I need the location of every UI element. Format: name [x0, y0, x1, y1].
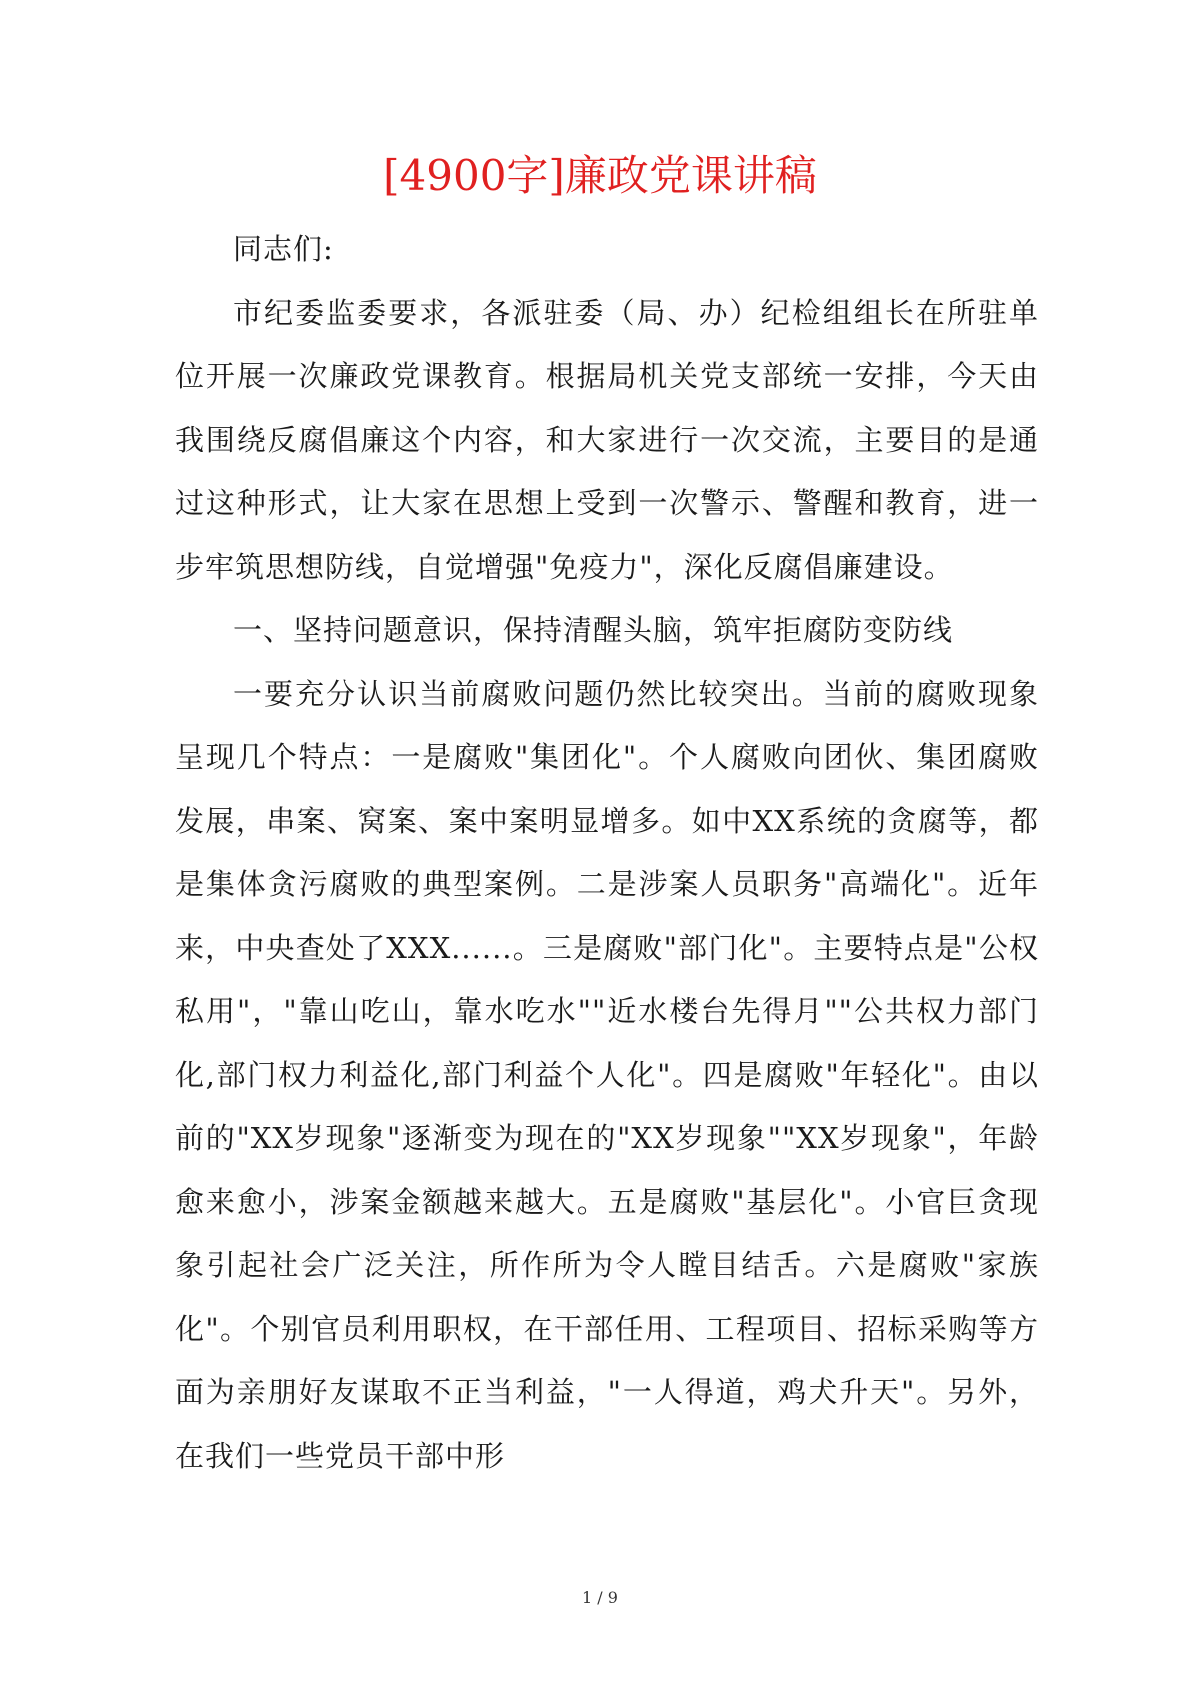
intro-paragraph: 市纪委监委要求，各派驻委（局、办）纪检组组长在所驻单位开展一次廉政党课教育。根据局机关党支部统一安排，今天由我围绕反腐倡廉这个内容，和大家进行一次交流，主要目的是通过这种形式，让大家在思想上受到一次警示、警醒和教育，进一步牢筑思想防线，自觉增强"免疫力"，深化反腐倡廉建设。: [175, 295, 1039, 584]
page-number: 1 / 9: [582, 1588, 618, 1607]
document-title: [4900字]廉政党课讲稿: [383, 151, 817, 201]
section-heading: 一、坚持问题意识，保持清醒头脑，筑牢拒腐防变防线: [233, 613, 954, 647]
salutation-paragraph: 同志们:: [233, 232, 334, 266]
document-body: [175, 218, 1039, 1488]
body-paragraph: 一要充分认识当前腐败问题仍然比较突出。当前的腐败现象呈现几个特点：一是腐败"集团化"。个人腐败向团伙、集团腐败发展，串案、窝案、案中案明显增多。如中XX系统的贪腐等，都是集体贪污腐败的典型案例。二是涉案人员职务"高端化"。近年来，中央查处了XXX......。三是腐败"部门化"。主要特点是"公权私用"，"靠山吃山，靠水吃水""近水楼台先得月""公共权力部门化,部门权力利益化,部门利益个人化"。四是腐败"年轻化"。由以前的"XX岁现象"逐渐变为现在的"XX岁现象""XX岁现象"，年龄愈来愈小，涉案金额越来越大。五是腐败"基层化"。小官巨贪现象引起社会广泛关注，所作所为令人瞠目结舌。六是腐败"家族化"。个别官员利用职权，在干部任用、工程项目、招标采购等方面为亲朋好友谋取不正当利益，"一人得道，鸡犬升天"。另外，在我们一些党员干部中形: [175, 676, 1039, 1473]
